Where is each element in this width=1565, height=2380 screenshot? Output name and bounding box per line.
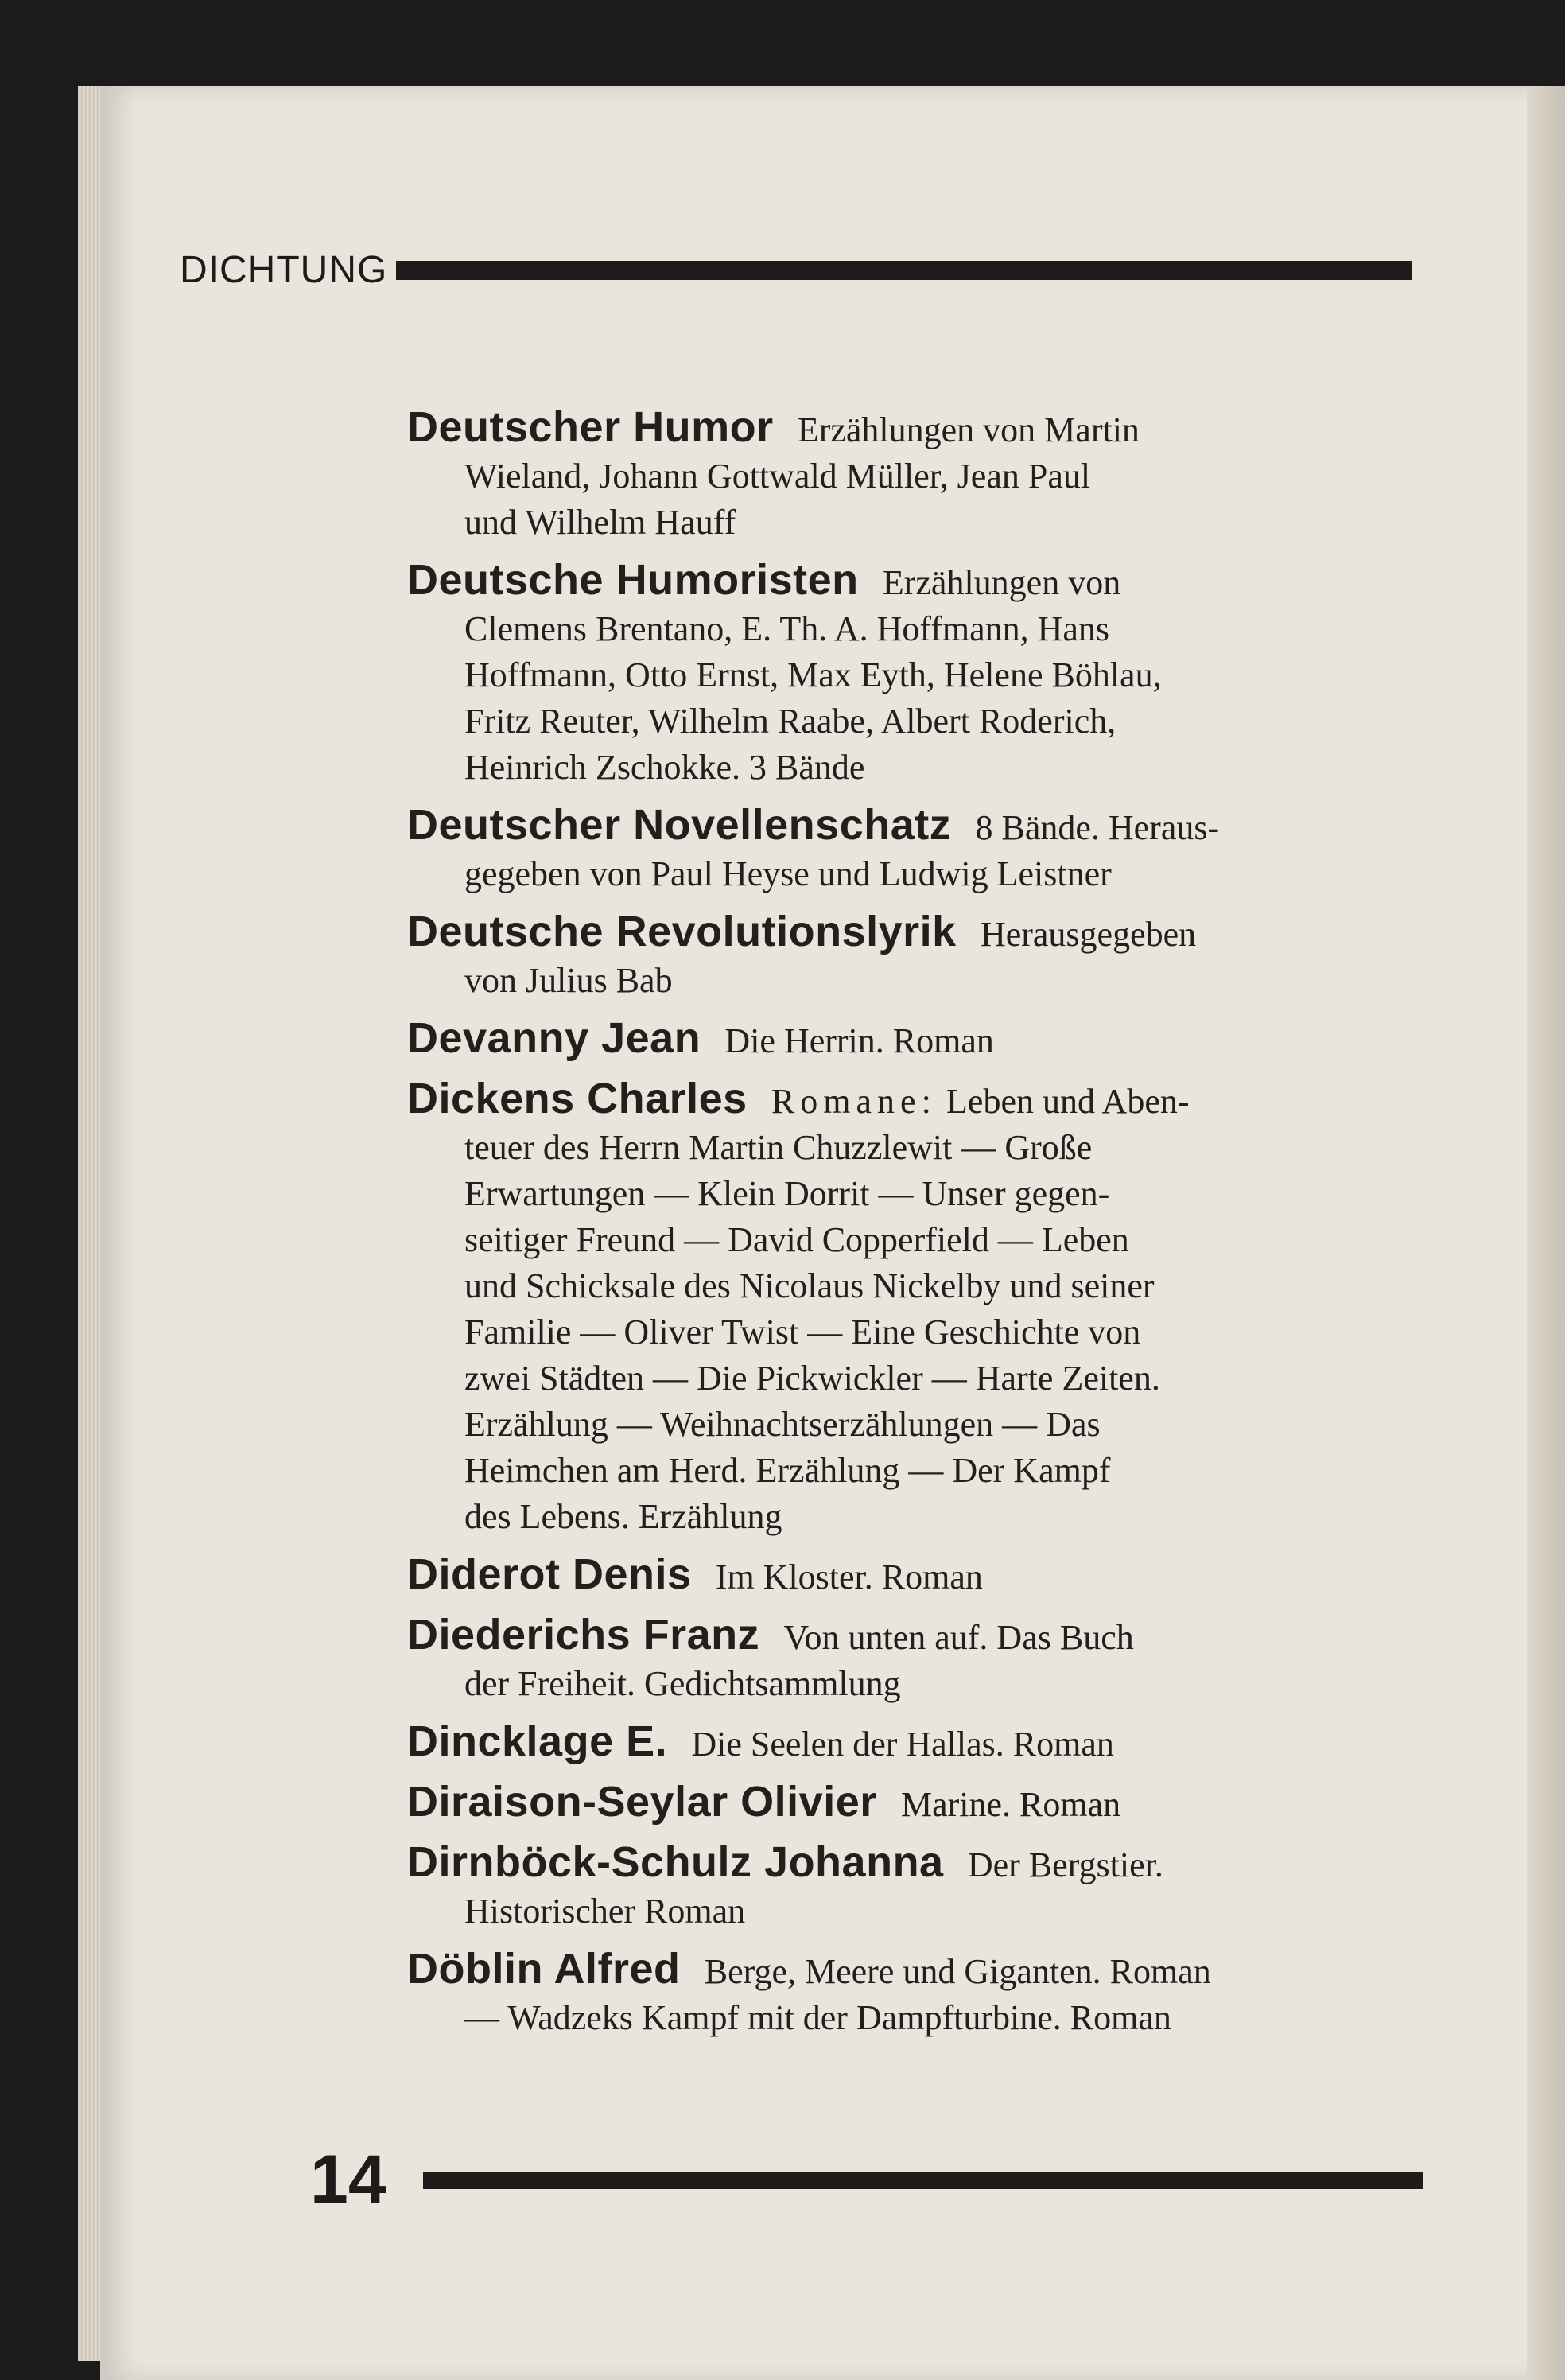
entry-continuation: der Freiheit. Gedichtsammlung bbox=[464, 1664, 901, 1703]
entry-text: Leben und Aben- bbox=[946, 1082, 1190, 1121]
entry-text: Der Bergstier. bbox=[967, 1845, 1163, 1884]
entry-deutscher-novellenschatz bbox=[407, 802, 1417, 897]
entry-dincklage-e bbox=[407, 1718, 1417, 1768]
entry-deutsche-humoristen bbox=[407, 557, 1417, 791]
entry-continuation: gegeben von Paul Heyse und Ludwig Leistner bbox=[464, 854, 1112, 893]
entry-head: Dincklage E. bbox=[407, 1717, 668, 1765]
entry-first-line bbox=[407, 1839, 1417, 1888]
entry-deutscher-humor bbox=[407, 404, 1417, 546]
entry-continuation: Historischer Roman bbox=[464, 1892, 746, 1931]
entry-devanny-jean bbox=[407, 1015, 1417, 1064]
entry-continuation: und Schicksale des Nicolaus Nickelby und seiner bbox=[464, 1266, 1155, 1305]
entry-head: Döblin Alfred bbox=[407, 1945, 681, 1993]
entry-continuation: Familie — Oliver Twist — Eine Geschichte von bbox=[464, 1312, 1141, 1351]
entry-text: Erzählungen von Martin bbox=[797, 410, 1140, 449]
entry-continuation: Wieland, Johann Gottwald Müller, Jean Paul bbox=[464, 457, 1091, 496]
entry-doeblin-alfred bbox=[407, 1946, 1417, 2041]
entry-continuation: — Wadzeks Kampf mit der Dampfturbine. Roman bbox=[464, 1998, 1171, 2037]
entry-continuation: Heimchen am Herd. Erzählung — Der Kampf bbox=[464, 1451, 1111, 1490]
entry-label: Romane: bbox=[771, 1082, 937, 1121]
entry-text: Die Herrin. Roman bbox=[724, 1021, 994, 1060]
entry-dickens-charles bbox=[407, 1075, 1417, 1540]
entry-text: Von unten auf. Das Buch bbox=[783, 1618, 1134, 1657]
page-header bbox=[180, 245, 1412, 296]
footer-rule bbox=[423, 2172, 1423, 2189]
entry-head: Dirnböck-Schulz Johanna bbox=[407, 1838, 944, 1886]
entry-continuation: Hoffmann, Otto Ernst, Max Eyth, Helene Böhlau, bbox=[464, 655, 1162, 694]
entry-continuation: zwei Städten — Die Pickwickler — Harte Zeiten. bbox=[464, 1359, 1160, 1398]
entry-continuation: Erzählung — Weihnachtserzählungen — Das bbox=[464, 1405, 1101, 1444]
entry-first-line bbox=[407, 404, 1417, 453]
entry-text: Berge, Meere und Giganten. Roman bbox=[704, 1952, 1211, 1991]
entry-continuation: Clemens Brentano, E. Th. A. Hoffmann, Hans bbox=[464, 609, 1110, 648]
page-right-edge bbox=[1527, 86, 1565, 2380]
entry-first-line bbox=[407, 908, 1417, 958]
entry-continuation: Erwartungen — Klein Dorrit — Unser gegen- bbox=[464, 1174, 1110, 1213]
entry-text: Erzählungen von bbox=[882, 563, 1121, 602]
entry-first-line bbox=[407, 1015, 1417, 1064]
entry-head: Dickens Charles bbox=[407, 1075, 748, 1122]
entry-continuation: und Wilhelm Hauff bbox=[464, 503, 736, 542]
page-number: 14 bbox=[310, 2141, 386, 2218]
entry-head: Diraison-Seylar Olivier bbox=[407, 1778, 877, 1826]
entry-text: Herausgegeben bbox=[980, 915, 1197, 954]
entry-deutsche-revolutionslyrik bbox=[407, 908, 1417, 1004]
entry-head: Diederichs Franz bbox=[407, 1611, 760, 1659]
entry-text: 8 Bände. Heraus- bbox=[975, 808, 1220, 847]
entry-diederichs-franz bbox=[407, 1612, 1417, 1707]
entry-continuation: Fritz Reuter, Wilhelm Raabe, Albert Roderich, bbox=[464, 702, 1116, 741]
entry-continuation: seitiger Freund — David Copperfield — Leben bbox=[464, 1220, 1129, 1259]
entry-text: Marine. Roman bbox=[901, 1785, 1121, 1824]
entry-first-line bbox=[407, 1612, 1417, 1661]
entry-first-line bbox=[407, 1551, 1417, 1600]
entry-head: Deutscher Humor bbox=[407, 403, 774, 451]
entry-first-line bbox=[407, 1718, 1417, 1768]
entry-first-line bbox=[407, 802, 1417, 851]
entry-first-line bbox=[407, 1779, 1417, 1828]
entry-text: Im Kloster. Roman bbox=[715, 1558, 983, 1596]
entry-list bbox=[407, 404, 1417, 2052]
entry-head: Deutscher Novellenschatz bbox=[407, 801, 952, 849]
entry-head: Deutsche Revolutionslyrik bbox=[407, 908, 957, 955]
entry-first-line bbox=[407, 1946, 1417, 1995]
entry-continuation: von Julius Bab bbox=[464, 961, 673, 1000]
entry-dirnboeck-schulz-johanna bbox=[407, 1839, 1417, 1935]
entry-head: Devanny Jean bbox=[407, 1014, 701, 1062]
entry-first-line bbox=[407, 1075, 1417, 1125]
entry-text: Die Seelen der Hallas. Roman bbox=[691, 1725, 1114, 1764]
entry-diderot-denis bbox=[407, 1551, 1417, 1600]
entry-continuation: teuer des Herrn Martin Chuzzlewit — Große bbox=[464, 1128, 1093, 1167]
entry-diraison-seylar-olivier bbox=[407, 1779, 1417, 1828]
entry-head: Diderot Denis bbox=[407, 1550, 692, 1598]
entry-head: Deutsche Humoristen bbox=[407, 556, 859, 604]
entry-continuation: Heinrich Zschokke. 3 Bände bbox=[464, 748, 865, 787]
section-label: DICHTUNG bbox=[180, 249, 388, 291]
entry-first-line bbox=[407, 557, 1417, 606]
book-page bbox=[100, 86, 1565, 2380]
entry-continuation: des Lebens. Erzählung bbox=[464, 1497, 782, 1536]
page-footer bbox=[310, 2140, 1423, 2219]
header-rule bbox=[396, 261, 1412, 280]
